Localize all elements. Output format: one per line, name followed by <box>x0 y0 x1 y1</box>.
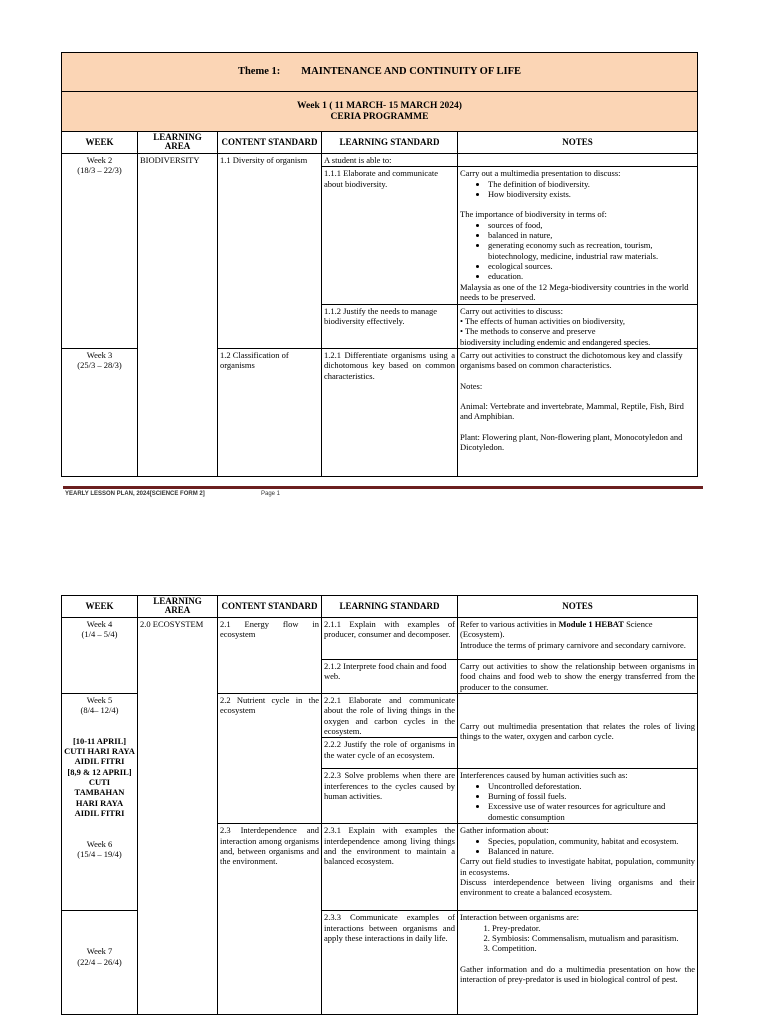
learning-standard-2-1-1: 2.1.1 Explain with examples of producer, consumer and decomposer. <box>322 617 458 659</box>
content-standard-cell <box>218 348 322 476</box>
notes-text: • The effects of human activities on biodiversity, <box>460 315 625 326</box>
learning-standard-2-3-1: 2.3.1 Explain with examples the interdependence among living things and the environment to maintain a balanced ecosystem. <box>322 824 458 911</box>
learning-area-text: 2.0 ECOSYSTEM <box>140 618 204 629</box>
week-cell <box>62 911 138 1015</box>
notes-2-1-2: Carry out activities to show the relationship between organisms in food chains and food web to show the energy transferred from the producer to the consumer. <box>458 659 698 693</box>
notes-text: Carry out field studies to investigate habitat, population, community in ecosystems. <box>460 856 695 877</box>
notes-text: Gather information and do a multimedia presentation on how the interaction of prey-predator is used in biological control of pest. <box>460 963 695 984</box>
notes-bullet-list <box>460 781 695 822</box>
list-item: • Excessive use of water resources for agriculture and domestic consumption <box>488 801 695 822</box>
lesson-plan-table-page1 <box>61 52 698 477</box>
header-notes: NOTES <box>458 596 698 618</box>
list-item: 1. Prey-predator. <box>492 923 695 933</box>
list-item: • Burning of fossil fuels. <box>488 791 695 801</box>
learning-standard-1-2-1: 1.2.1 Differentiate organisms using a dichotomous key based on common characteristics. <box>322 348 458 476</box>
learning-standard-2-2-1: 2.2.1 Elaborate and communicate about the role of living things in the oxygen and carbon cycles in the ecosystem. <box>322 693 458 737</box>
list-item: 3. Competition. <box>492 943 695 953</box>
notes-1-1-2 <box>458 304 698 348</box>
list-item: • sources of food, <box>488 220 695 230</box>
learning-area-cell <box>138 617 218 1014</box>
notes-1-1-1 <box>458 167 698 304</box>
list-item: • Balanced in nature. <box>488 846 695 856</box>
notes-text: Carry out activities to construct the dichotomous key and classify organisms based on common characteristics. <box>460 349 683 371</box>
notes-text: Interferences caused by human activities such as: <box>460 770 628 781</box>
notes-text: • The methods to conserve and preserve <box>460 326 596 337</box>
list-item: • How biodiversity exists. <box>488 189 695 199</box>
notes-text: Animal: Vertebrate and invertebrate, Mammal, Reptile, Fish, Bird and Amphibian. <box>460 401 684 422</box>
theme-title: MAINTENANCE AND CONTINUITY OF LIFE <box>301 65 522 77</box>
notes-text-part: Science (Ecosystem). <box>460 618 653 640</box>
learning-area-text: BIODIVERSITY <box>140 154 200 165</box>
content-standard-cell <box>218 824 322 1015</box>
list-item: • ecological sources. <box>488 261 695 271</box>
notes-2-3-3 <box>458 911 698 1015</box>
notes-bullet-list <box>460 220 695 282</box>
week-cell <box>62 617 138 693</box>
module-name: Module 1 HEBAT <box>558 618 624 629</box>
list-item: • generating economy such as recreation, tourism, biotechnology, medicine, industrial raw materials. <box>488 240 695 261</box>
learning-standard-2-2-3: 2.2.3 Solve problems when there are interferences to the cycles caused by human activities. <box>322 769 458 824</box>
week-label: Week 2 <box>86 154 113 165</box>
footer-page-number: Page 1 <box>261 491 281 497</box>
list-item: 2. Symbiosis: Commensalism, mutualism and parasitism. <box>492 933 695 943</box>
notes-2-2-1: Carry out multimedia presentation that relates the roles of living things to the water, oxygen and carbon cycle. <box>458 693 698 768</box>
notes-text: Notes: <box>460 380 483 391</box>
learning-area-cell <box>138 153 218 476</box>
learning-standard-intro: A student is able to: <box>322 153 458 166</box>
list-item: • Uncontrolled deforestation. <box>488 781 695 791</box>
notes-text: Plant: Flowering plant, Non-flowering plant, Monocotyledon and Dicotyledon. <box>460 431 683 453</box>
header-notes: NOTES <box>458 132 698 154</box>
theme-header <box>62 53 698 92</box>
notes-empty <box>458 153 698 166</box>
week-dates: (25/3 – 28/3) <box>77 360 122 371</box>
notes-text: Carry out activities to discuss: <box>460 305 563 316</box>
notes-text: Gather information about: <box>460 825 549 836</box>
learning-standard-1-1-1: 1.1.1 Elaborate and communicate about biodiversity. <box>322 167 458 304</box>
notes-2-1-1 <box>458 617 698 659</box>
header-content-standard: CONTENT STANDARD <box>218 132 322 154</box>
week-dates: (18/3 – 22/3) <box>77 165 122 176</box>
notes-text: Introduce the terms of primary carnivore and secondary carnivore. <box>460 639 686 650</box>
week-label: Week 5 <box>86 694 113 705</box>
content-standard-cell <box>218 617 322 693</box>
header-learning-standard: LEARNING STANDARD <box>322 132 458 154</box>
content-standard-text: 1.1 Diversity of organism <box>220 154 308 165</box>
notes-text: Malaysia as one of the 12 Mega-biodiversity countries in the world needs to be preserved. <box>460 281 689 303</box>
header-learning-area: LEARNING AREA <box>138 132 218 154</box>
week-banner-line2: CERIA PROGRAMME <box>330 111 429 122</box>
holiday-note: [10-11 APRIL] CUTI HARI RAYA AIDIL FITRI <box>64 735 135 767</box>
header-week: WEEK <box>62 132 138 154</box>
holiday-note: [8,9 & 12 APRIL] CUTI TAMBAHAN HARI RAYA AIDIL FITRI <box>67 766 132 819</box>
notes-text-part: Refer to various activities in <box>460 618 559 629</box>
learning-standard-1-1-2: 1.1.2 Justify the needs to manage biodiversity effectively. <box>322 304 458 348</box>
week-dates: (1/4 – 5/4) <box>81 629 118 640</box>
notes-bullet-list <box>460 179 695 200</box>
notes-2-2-3 <box>458 769 698 824</box>
week-cell <box>62 348 138 476</box>
content-standard-text: 2.3 Interdependence and interaction among organisms and, between organisms and the environment. <box>220 825 319 867</box>
notes-text: Discuss interdependence between living organisms and their environment to create a balanced ecosystem. <box>460 876 695 898</box>
list-item: • education. <box>488 271 695 281</box>
week-dates: (22/4 – 26/4) <box>77 956 122 967</box>
notes-text: Carry out a multimedia presentation to discuss: <box>460 168 621 179</box>
week-banner <box>62 92 698 132</box>
header-learning-area: LEARNING AREA <box>138 596 218 618</box>
content-standard-text: 2.1 Energy flow in ecosystem <box>220 618 319 640</box>
week-label: Week 7 <box>86 946 113 957</box>
content-standard-cell <box>218 693 322 823</box>
notes-text <box>460 619 695 640</box>
list-item: • The definition of biodiversity. <box>488 179 695 189</box>
list-item: • balanced in nature, <box>488 230 695 240</box>
week-banner-line1: Week 1 ( 11 MARCH- 15 MARCH 2024) <box>297 100 462 111</box>
week-dates: (8/4– 12/4) <box>80 705 119 716</box>
list-item: • Species, population, community, habitat and ecosystem. <box>488 836 695 846</box>
header-week: WEEK <box>62 596 138 618</box>
notes-text: biodiversity including endemic and endangered species. <box>460 336 651 347</box>
footer-divider <box>63 486 703 489</box>
content-standard-text: 2.2 Nutrient cycle in the ecosystem <box>220 694 319 716</box>
notes-1-2-1 <box>458 348 698 476</box>
header-learning-standard: LEARNING STANDARD <box>322 596 458 618</box>
notes-text: The importance of biodiversity in terms of: <box>460 209 607 220</box>
page-footer <box>63 486 703 497</box>
theme-label: Theme 1: <box>237 65 281 77</box>
learning-standard-2-2-2: 2.2.2 Justify the role of organisms in the water cycle of an ecosystem. <box>322 738 458 769</box>
week-cell <box>62 153 138 348</box>
week-label: Week 4 <box>86 618 113 629</box>
week-cell <box>62 693 138 910</box>
week-label: Week 3 <box>86 349 113 360</box>
content-standard-cell <box>218 153 322 348</box>
notes-2-3-1 <box>458 824 698 911</box>
content-standard-text: 1.2 Classification of organisms <box>220 349 289 371</box>
header-content-standard: CONTENT STANDARD <box>218 596 322 618</box>
week-label: Week 6 <box>86 838 113 849</box>
notes-bullet-list <box>460 836 695 857</box>
learning-standard-2-3-3: 2.3.3 Communicate examples of interactions between organisms and apply these interactions in daily life. <box>322 911 458 1015</box>
week-dates: (15/4 – 19/4) <box>77 848 122 859</box>
lesson-plan-table-page2 <box>61 595 698 1015</box>
learning-standard-2-1-2: 2.1.2 Interprete food chain and food web. <box>322 659 458 693</box>
notes-text: Interaction between organisms are: <box>460 912 580 923</box>
footer-title: YEARLY LESSON PLAN, 2024[SCIENCE FORM 2] <box>65 491 205 497</box>
notes-numbered-list <box>460 923 695 954</box>
